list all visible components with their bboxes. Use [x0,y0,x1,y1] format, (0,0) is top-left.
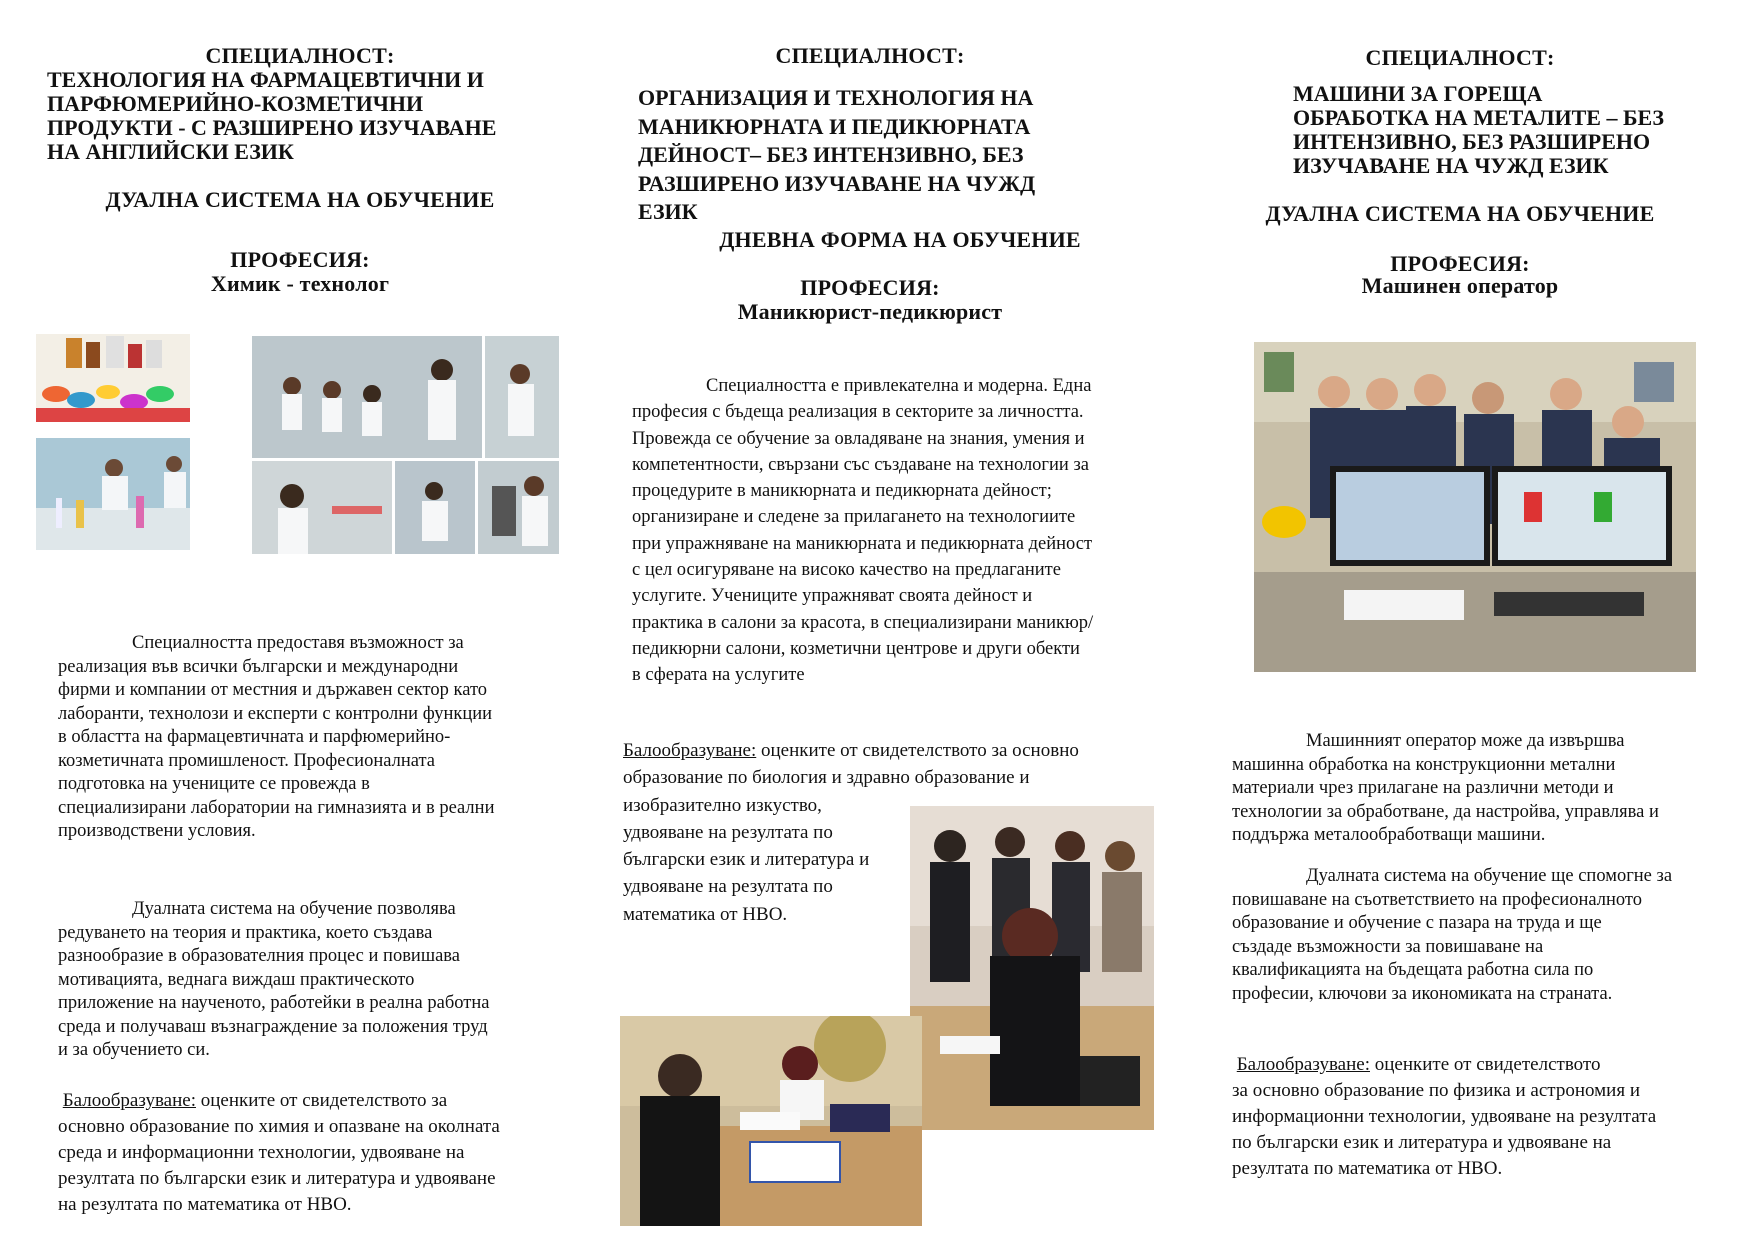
col2-bal-first-line [623,737,1143,764]
col3-admission [1232,1052,1752,1182]
col3-para2-line: Дуалната система на обучение ще спомогне за [1306,866,1673,886]
col2-spec-line: ОРГАНИЗАЦИЯ И ТЕХНОЛОГИЯ НА [638,85,1034,110]
col2-spec-line: ЕЗИК [638,199,698,224]
col2-spec-line: ДЕЙНОСТ– БЕЗ ИНТЕНЗИВНО, БЕЗ [638,142,1024,167]
col1-bal-text: оценките от свидетелството за [195,1090,448,1111]
col1-admission [58,1088,578,1218]
col1-bal-label: Балообразуване: [62,1090,196,1111]
col3-para1-line: материали чрез прилагане на различни методи и [1232,778,1614,798]
col1-para2-line: среда и получаваш възнаграждение за положения труд [58,1016,488,1037]
col1-para2-line: мотивацията, веднага виждаш практическото [58,969,415,990]
col2-bal-text: оценките от свидетелството за основно [756,740,1079,761]
col2-bal-line: математика от НВО. [623,903,788,925]
col3-spec-label: СПЕЦИАЛНОСТ: [1365,45,1555,70]
col1-bal-line: на резултата по математика от НВО. [58,1194,352,1215]
col2-prof-label: ПРОФЕСИЯ: [800,275,940,300]
col3-bal-line: за основно образование по физика и астрономия и [1232,1080,1640,1101]
col1-para1-line: в областта на фармацевтичната и парфюмерийно- [58,727,451,747]
col1-prof-label: ПРОФЕСИЯ: [230,247,370,272]
col3-bal-line: по български език и литература и удвояване на [1232,1132,1612,1153]
col2-spec-title [638,84,1138,227]
col3-dual-system-text [1232,865,1752,1006]
col1-dual-system-text [58,898,578,1063]
col1-para1-line: производствени условия. [58,821,256,841]
chemistry-class-photo [36,438,190,550]
col2-para1-line: при упражняване на маникюрната и педикюрната дейност [632,533,1093,554]
col1-para1-line: подготовка на учениците се провежда в [58,774,370,794]
col3-spec-line: ИЗУЧАВАНЕ НА ЧУЖД ЕЗИК [1293,153,1609,178]
col1-prof-name: Химик - технолог [210,271,390,296]
manicure-desk-photo [620,1016,922,1226]
col2-bal-line: удвояване на резултата по [623,876,833,898]
col2-para1-line: Провежда се обучение за овладяване на знания, умения и [632,428,1085,449]
col3-para2-line: повишаване на съответствието на професионалното [1232,889,1642,910]
col3-para1-line: машинна обработка на конструкционни метални [1232,754,1616,775]
col1-para1-line: Специалността предоставя възможност за [132,633,464,653]
col2-spec-label: СПЕЦИАЛНОСТ: [775,43,965,68]
col3-system: ДУАЛНА СИСТЕМА НА ОБУЧЕНИЕ [1265,201,1655,226]
col1-bal-line: основно образование по химия и опазване на околната [58,1116,500,1137]
col2-bal-line: български език и литература и [623,849,870,871]
col1-bal-line: резултата по български език и литература и удвояване [58,1168,496,1189]
col3-spec-line: ОБРАБОТКА НА МЕТАЛИТЕ – БЕЗ [1293,105,1665,130]
col3-description [1232,730,1752,848]
col1-para2-line: редуването на теория и практика, което създава [58,922,433,943]
col2-para1-line: педикюрни салони, козметични центрове и други обекти [632,638,1080,659]
col1-para2-line: приложение на наученото, работейки в реална работна [58,993,490,1013]
col3-para2-line: професии, ключови за икономиката на страната. [1232,983,1613,1004]
col1-para1-line: лаборанти, технолози и експерти с контролни функции [58,703,493,724]
col1-para2-line: и за обучението си. [58,1040,210,1060]
col3-para2-line: квалификацията на бъдещата работна сила по [1232,960,1594,980]
col3-bal-label: Балообразуване: [1236,1054,1370,1075]
col2-description [632,373,1172,689]
col3-bal-text: оценките от свидетелството [1369,1054,1601,1075]
col1-para1-line: козметичната промишленост. Професионалната [58,750,435,771]
col1-bal-line: среда и информационни технологии, удвояване на [58,1142,465,1163]
col3-spec-line: ИНТЕНЗИВНО, БЕЗ РАЗШИРЕНО [1293,129,1651,154]
col1-spec-line: НА АНГЛИЙСКИ ЕЗИК [47,139,294,164]
col1-para2-line: Дуалната система на обучение позволява [132,899,456,919]
col1-para1-line: специализирани лаборатории на гимназията и в реални [58,797,495,818]
col2-para1-line: услугите. Учениците упражняват своята дейност и [632,586,1033,607]
col2-para1-line: Специалността е привлекателна и модерна. Една [706,376,1092,396]
col1-spec-line: ТЕХНОЛОГИЯ НА ФАРМАЦЕВТИЧНИ И [47,67,484,92]
col1-description [58,632,578,844]
col3-bal-line: резултата по математика от НВО. [1232,1158,1503,1179]
col2-para1-line: организиране и следене за прилагането на технологиите [632,507,1076,528]
col1-spec-label: СПЕЦИАЛНОСТ: [205,43,395,68]
col2-bal-line: образование по биология и здравно образование и [623,767,1030,789]
col3-para1-line: технологии за обработване, да настройва, управлява и [1232,801,1659,822]
col3-para2-line: образование и обучение с пазара на труда и ще [1232,913,1602,933]
machine-operators-photo [1254,342,1696,672]
col2-spec-line: МАНИКЮРНАТА И ПЕДИКЮРНАТА [638,113,1031,139]
col3-para2-line: създаде възможности за повишаване на [1232,936,1544,957]
col2-bal-label: Балообразуване: [623,740,757,761]
col2-bal-line: изобразително изкуство, [623,794,822,816]
col3-bal-first-line [1232,1052,1752,1078]
col2-prof-name: Маникюрист-педикюрист [737,299,1003,324]
col3-prof-label: ПРОФЕСИЯ: [1390,251,1530,276]
col2-para1-line: в сферата на услугите [632,665,805,686]
col2-bal-line: удвояване на резултата по [623,821,833,843]
col3-spec-line: МАШИНИ ЗА ГОРЕЩА [1293,81,1543,106]
col3-para1-line: поддържа металообработващи машини. [1232,825,1546,845]
col3-bal-line: информационни технологии, удвояване на резултата [1232,1106,1657,1127]
col3-prof-name: Машинен оператор [1361,273,1559,298]
manicure-students-photo [910,806,1154,1130]
col2-form: ДНЕВНА ФОРМА НА ОБУЧЕНИЕ [719,227,1081,252]
col2-para1-line: процедурите в маникюрната и педикюрната дейност; [632,481,1052,502]
col1-spec-title [47,68,567,164]
col1-para2-line: разнообразие в образователния процес и повишава [58,946,460,966]
col1-spec-line: ПАРФЮМЕРИЙНО-КОЗМЕТИЧНИ [47,91,424,116]
pharma-products-photo [36,334,190,422]
col3-para1-line: Машинният оператор може да извършва [1306,731,1625,751]
col1-system: ДУАЛНА СИСТЕМА НА ОБУЧЕНИЕ [105,187,495,212]
col2-para1-line: професия с бъдеща реализация в секторите за личността. [632,402,1084,423]
col1-para1-line: реализация във всички български и международни [58,656,459,677]
col2-para1-line: практика в салони за красота, в специализирани маникюр/ [632,612,1094,633]
col1-bal-first-line [58,1088,578,1114]
col1-para1-line: фирми и компании от местния и държавен сектор като [58,680,488,700]
col3-spec-title [1293,82,1733,178]
col2-spec-line: РАЗШИРЕНО ИЗУЧАВАНЕ НА ЧУЖД [638,170,1036,196]
laboratory-collage-photo [252,336,559,554]
col1-spec-line: ПРОДУКТИ - С РАЗШИРЕНО ИЗУЧАВАНЕ [47,115,497,140]
col2-para1-line: с цел осигуряване на високо качество на предлаганите [632,560,1061,581]
col2-para1-line: компетентности, свързани със създаване на технологии за [632,454,1089,475]
